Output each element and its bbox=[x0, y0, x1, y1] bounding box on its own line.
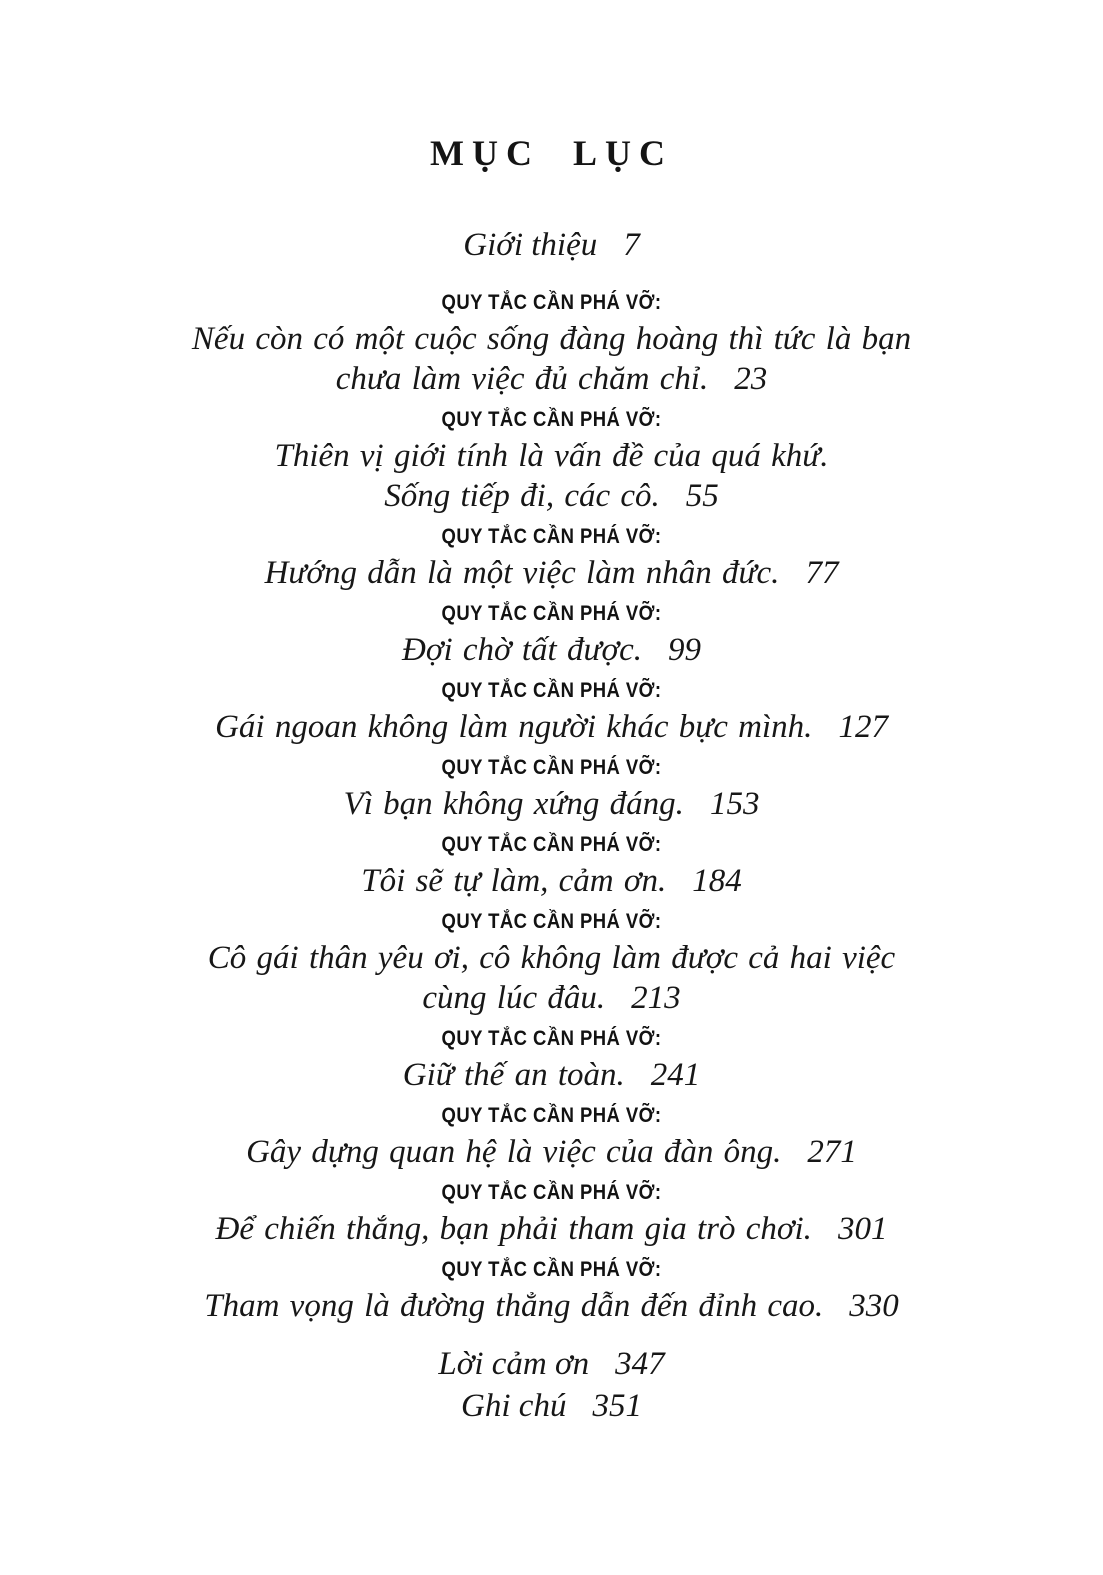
entry-title bbox=[0, 436, 1103, 516]
entry-title bbox=[0, 1209, 1103, 1249]
backmatter-page-number: 351 bbox=[592, 1388, 642, 1424]
entry-page-number: 184 bbox=[692, 863, 742, 899]
entry-page-number: 241 bbox=[650, 1057, 701, 1093]
toc-entry bbox=[0, 407, 1103, 516]
rule-heading: QUY TẮC CẦN PHÁ VỠ: bbox=[441, 833, 662, 856]
rule-heading: QUY TẮC CẦN PHÁ VỠ: bbox=[441, 1027, 662, 1050]
rule-heading: QUY TẮC CẦN PHÁ VỠ: bbox=[441, 1104, 662, 1127]
rule-heading: QUY TẮC CẦN PHÁ VỠ: bbox=[441, 602, 662, 625]
toc-entry bbox=[0, 1180, 1103, 1249]
entry-title-line: Nếu còn có một cuộc sống đàng hoàng thì tức là bạn bbox=[191, 321, 912, 357]
entry-title bbox=[0, 1286, 1103, 1326]
toc-entry bbox=[0, 601, 1103, 670]
entry-title-line: Gái ngoan không làm người khác bực mình. 127 bbox=[215, 709, 888, 745]
entry-title bbox=[0, 1132, 1103, 1172]
entry-title bbox=[0, 553, 1103, 593]
toc-entry bbox=[0, 755, 1103, 824]
entry-title bbox=[0, 707, 1103, 747]
entry-page-number: 127 bbox=[838, 709, 888, 745]
backmatter-page-number: 347 bbox=[615, 1346, 665, 1382]
entry-title-line: Vì bạn không xứng đáng. 153 bbox=[343, 786, 760, 822]
intro-label: Giới thiệu bbox=[463, 227, 598, 263]
toc-intro-entry bbox=[0, 224, 1103, 266]
toc-entry bbox=[0, 678, 1103, 747]
entry-title-line: chưa làm việc đủ chăm chỉ. 23 bbox=[335, 361, 768, 397]
rule-heading: QUY TẮC CẦN PHÁ VỠ: bbox=[441, 679, 662, 702]
rule-heading: QUY TẮC CẦN PHÁ VỠ: bbox=[441, 408, 662, 431]
toc-entry bbox=[0, 524, 1103, 593]
rule-heading: QUY TẮC CẦN PHÁ VỠ: bbox=[441, 756, 662, 779]
rule-heading: QUY TẮC CẦN PHÁ VỠ: bbox=[441, 910, 662, 933]
entry-title-line: Sống tiếp đi, các cô. 55 bbox=[384, 478, 719, 514]
entry-page-number: 330 bbox=[849, 1288, 899, 1324]
rule-heading: QUY TẮC CẦN PHÁ VỠ: bbox=[441, 525, 662, 548]
rule-heading: QUY TẮC CẦN PHÁ VỠ: bbox=[441, 291, 662, 314]
toc-backmatter bbox=[0, 1344, 1103, 1426]
entry-title bbox=[0, 938, 1103, 1018]
entry-page-number: 99 bbox=[667, 632, 701, 668]
entry-page-number: 55 bbox=[685, 478, 719, 514]
entry-page-number: 301 bbox=[837, 1211, 888, 1247]
entry-title-line: Tham vọng là đường thẳng dẫn đến đỉnh cao. 330 bbox=[204, 1288, 899, 1324]
entry-title bbox=[0, 861, 1103, 901]
rule-heading: QUY TẮC CẦN PHÁ VỠ: bbox=[441, 1181, 662, 1204]
entry-title-line: Cô gái thân yêu ơi, cô không làm được cả hai việc bbox=[207, 940, 896, 976]
entry-title bbox=[0, 319, 1103, 399]
toc-entry bbox=[0, 1257, 1103, 1326]
page-title: MỤC LỤC bbox=[430, 133, 673, 173]
entry-page-number: 213 bbox=[631, 980, 681, 1016]
rule-heading: QUY TẮC CẦN PHÁ VỠ: bbox=[441, 1258, 662, 1281]
toc-entry bbox=[0, 1026, 1103, 1095]
backmatter-label: Ghi chú bbox=[461, 1388, 567, 1424]
entry-title bbox=[0, 784, 1103, 824]
entry-title bbox=[0, 630, 1103, 670]
entry-title-line: Tôi sẽ tự làm, cảm ơn. 184 bbox=[361, 863, 742, 899]
toc-entry-acknowledgements bbox=[0, 1344, 1103, 1384]
toc-entry bbox=[0, 909, 1103, 1018]
entry-title bbox=[0, 1055, 1103, 1095]
entry-title-line: Đợi chờ tất được. 99 bbox=[402, 632, 701, 668]
entry-page-number: 153 bbox=[709, 786, 760, 822]
intro-page-number: 7 bbox=[623, 227, 640, 263]
entry-title-line: Hướng dẫn là một việc làm nhân đức. 77 bbox=[264, 555, 839, 591]
entry-page-number: 77 bbox=[805, 555, 839, 591]
toc-entry-notes bbox=[0, 1386, 1103, 1426]
entry-page-number: 23 bbox=[734, 361, 768, 397]
entry-title-line: Giữ thế an toàn. 241 bbox=[402, 1057, 701, 1093]
entry-title-line: Để chiến thắng, bạn phải tham gia trò chơi. 301 bbox=[215, 1211, 888, 1247]
entry-title-line: Thiên vị giới tính là vấn đề của quá khứ. bbox=[274, 438, 829, 474]
backmatter-label: Lời cảm ơn bbox=[438, 1346, 590, 1382]
toc-entry bbox=[0, 1103, 1103, 1172]
toc-entry bbox=[0, 832, 1103, 901]
toc-entry bbox=[0, 290, 1103, 399]
entry-title-line: Gây dựng quan hệ là việc của đàn ông. 271 bbox=[246, 1134, 857, 1170]
toc-entries bbox=[0, 290, 1103, 1326]
entry-title-line: cùng lúc đâu. 213 bbox=[422, 980, 681, 1016]
entry-page-number: 271 bbox=[807, 1134, 857, 1170]
